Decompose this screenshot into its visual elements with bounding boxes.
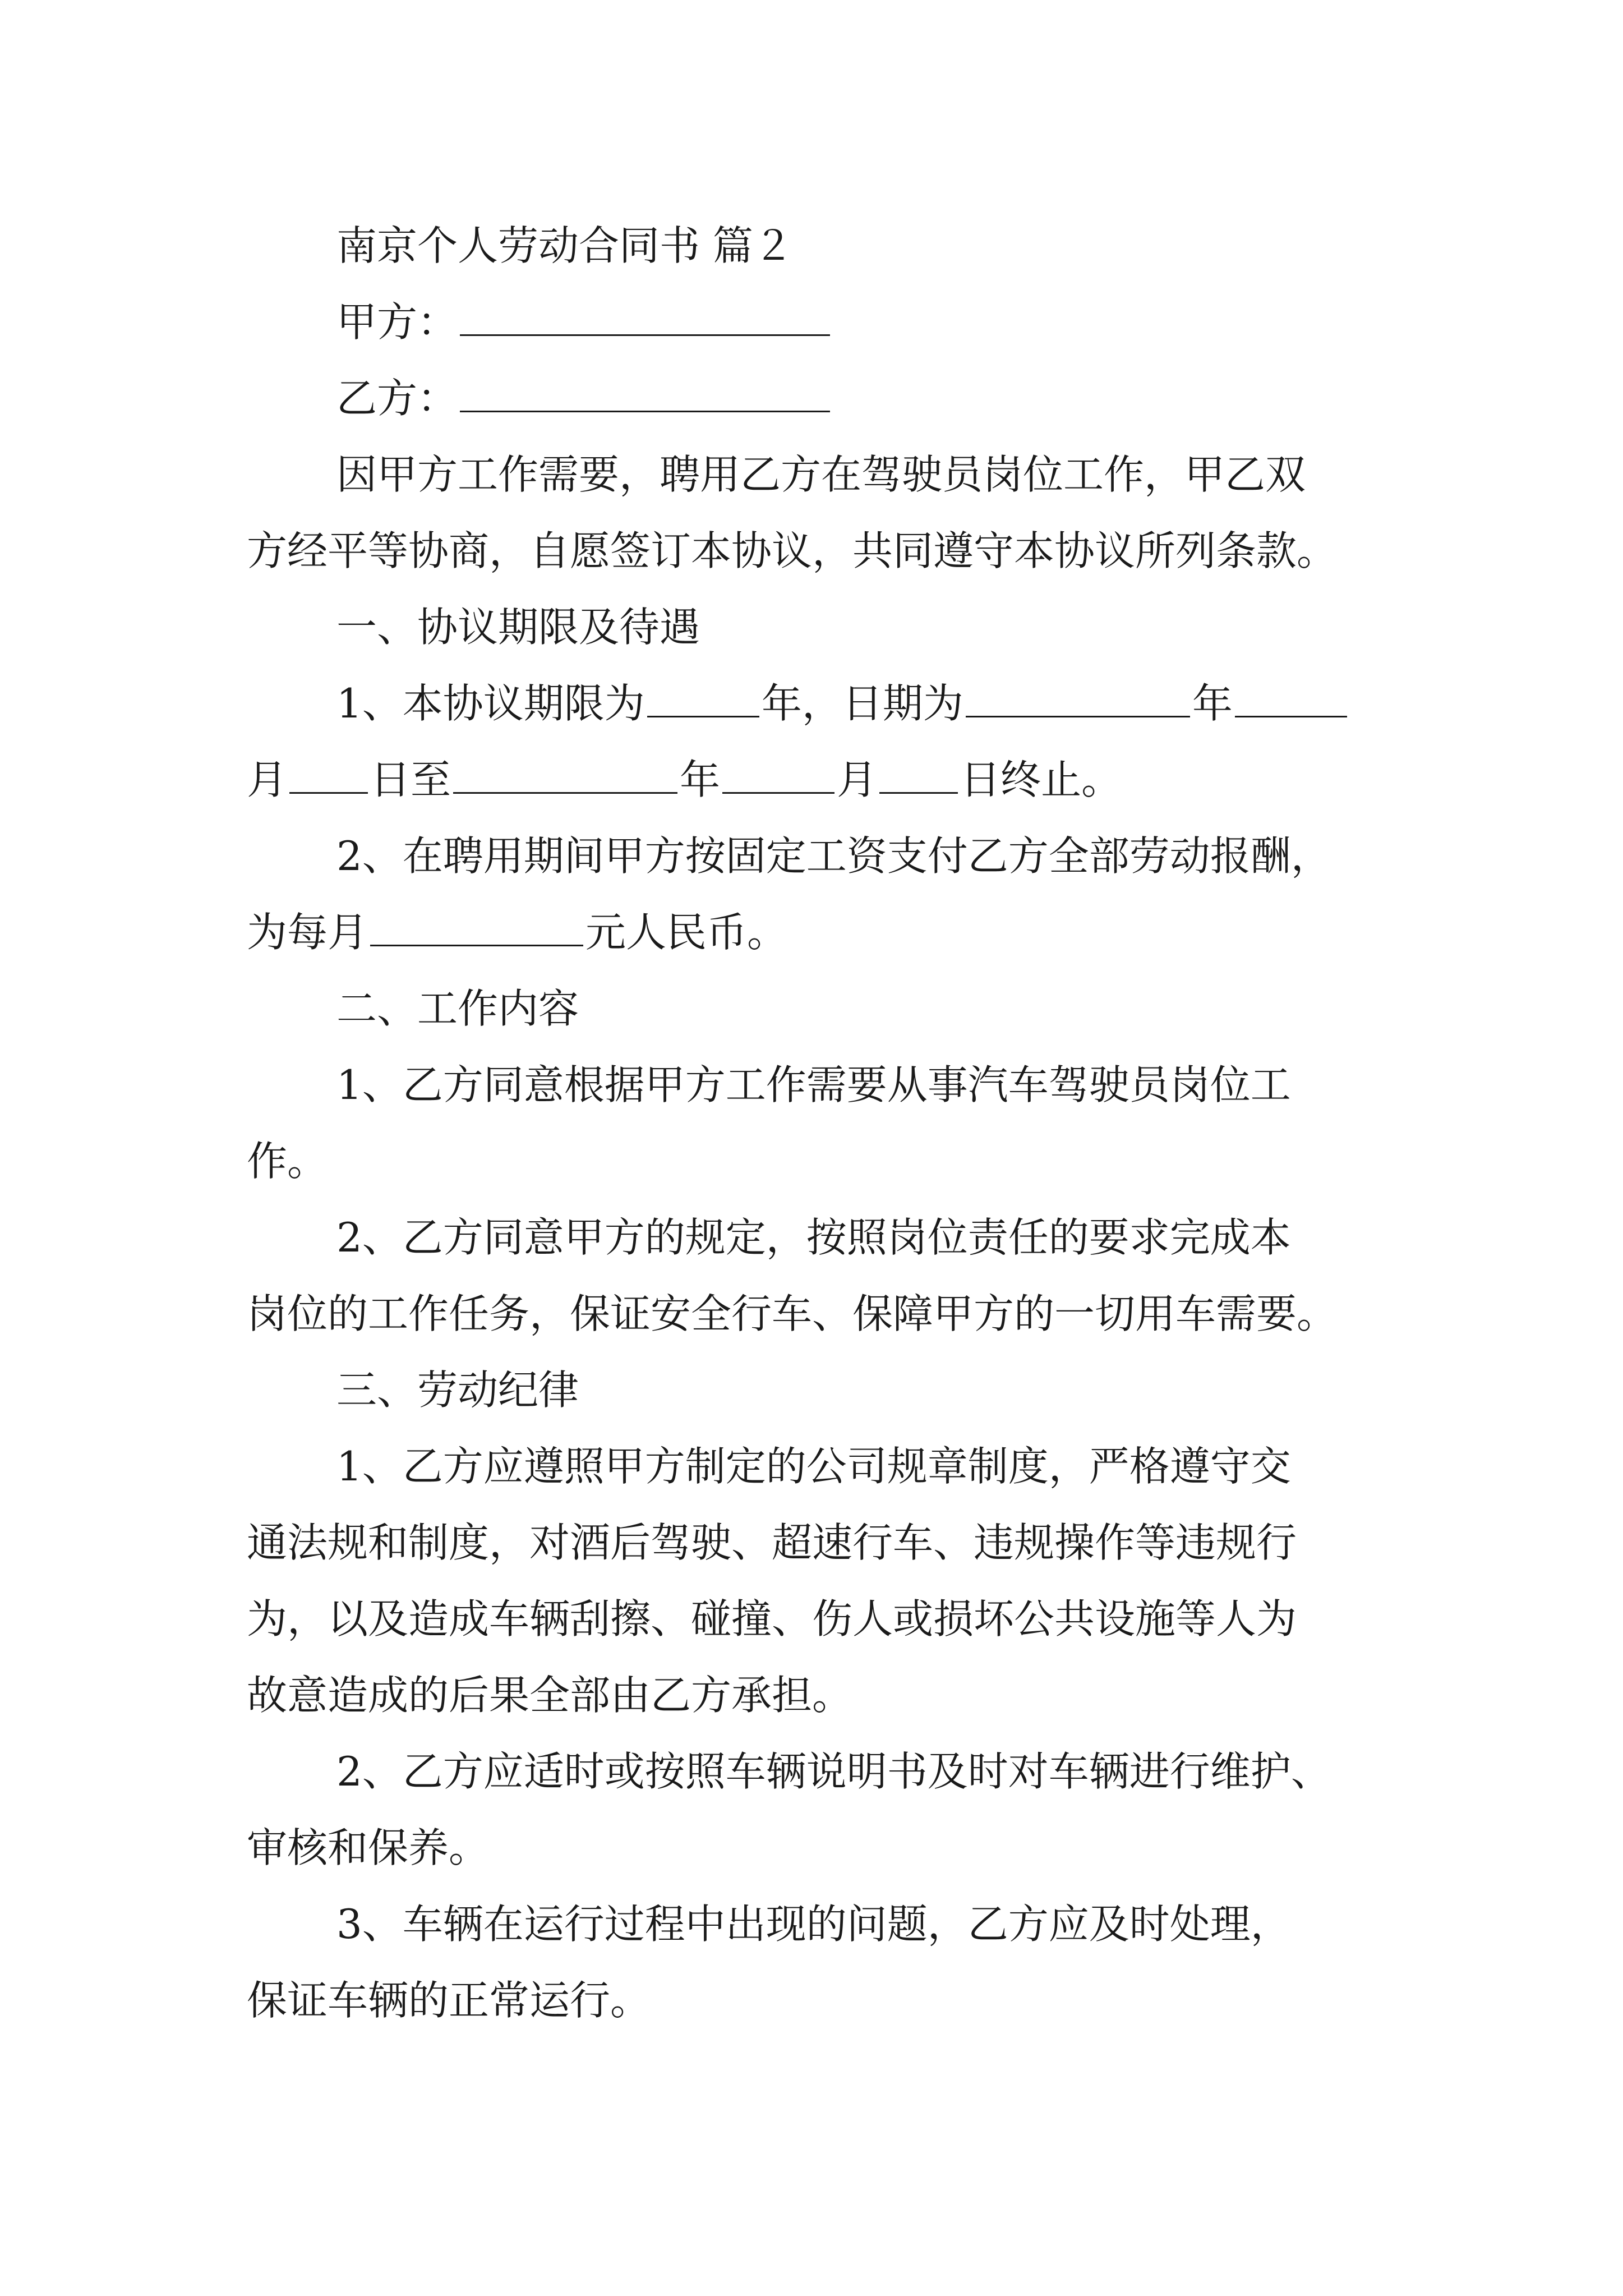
party-b-label: 乙方： bbox=[336, 375, 458, 422]
month-label: 月 bbox=[247, 756, 288, 803]
section-3-item-2-line-2: 审核和保养。 bbox=[247, 1824, 490, 1871]
section-3-item-1-line-1: 1、乙方应遵照甲方制定的公司规章制度，严格遵守交 bbox=[336, 1443, 1291, 1490]
party-a-line bbox=[247, 284, 1380, 360]
to-label: 日至 bbox=[370, 756, 451, 803]
end-month-blank bbox=[722, 756, 834, 794]
date-label: 年，日期为 bbox=[761, 680, 963, 727]
start-month-blank bbox=[1235, 680, 1347, 717]
section-3-item-3-line-1: 3、车辆在运行过程中出现的问题，乙方应及时处理， bbox=[336, 1901, 1291, 1948]
salary-blank bbox=[370, 909, 583, 946]
section-1-title: 一、协议期限及待遇 bbox=[336, 604, 700, 651]
year-label: 年 bbox=[1192, 680, 1233, 727]
start-year-blank bbox=[966, 680, 1190, 717]
section-1-item-2-line-1: 2、在聘用期间甲方按固定工资支付乙方全部劳动报酬， bbox=[336, 832, 1331, 880]
party-a-blank bbox=[460, 298, 830, 336]
end-month-label: 月 bbox=[837, 756, 878, 803]
document-title: 南京个人劳动合同书 篇２ bbox=[336, 222, 794, 269]
section-1-item-1-line-2 bbox=[247, 742, 1380, 818]
section-3-item-1-line-3: 为，以及造成车辆刮擦、碰撞、伤人或损坏公共设施等人为 bbox=[247, 1595, 1297, 1642]
section-1-item-1-line-1 bbox=[247, 665, 1380, 742]
party-a-label: 甲方： bbox=[336, 298, 458, 346]
section-3-title: 三、劳动纪律 bbox=[336, 1366, 579, 1414]
section-2-item-1-line-1: 1、乙方同意根据甲方工作需要从事汽车驾驶员岗位工 bbox=[336, 1061, 1291, 1108]
section-3-item-3-line-2: 保证车辆的正常运行。 bbox=[247, 1977, 651, 2024]
end-year-label: 年 bbox=[680, 756, 721, 803]
section-1-item-2-line-2 bbox=[247, 894, 1380, 970]
end-day-blank bbox=[879, 756, 958, 794]
section-3-item-1-line-2: 通法规和制度，对酒后驾驶、超速行车、违规操作等违规行 bbox=[247, 1519, 1297, 1566]
end-year-blank bbox=[453, 756, 677, 794]
intro-line-2: 方经平等协商，自愿签订本协议，共同遵守本协议所列条款。 bbox=[247, 527, 1338, 574]
section-2-item-2-line-2: 岗位的工作任务，保证安全行车、保障甲方的一切用车需要。 bbox=[247, 1290, 1338, 1337]
monthly-label: 为每月 bbox=[247, 909, 368, 956]
section-2-title: 二、工作内容 bbox=[336, 985, 579, 1032]
party-b-line bbox=[247, 360, 1380, 436]
section-2-item-2-line-1: 2、乙方同意甲方的规定，按照岗位责任的要求完成本 bbox=[336, 1214, 1291, 1261]
party-b-blank bbox=[460, 375, 830, 412]
start-day-blank bbox=[289, 756, 368, 794]
end-label: 日终止。 bbox=[960, 756, 1122, 803]
section-2-item-1-line-2: 作。 bbox=[247, 1138, 328, 1185]
term-years-blank bbox=[647, 680, 759, 717]
currency-label: 元人民币。 bbox=[585, 909, 788, 956]
term-label: 1、本协议期限为 bbox=[336, 680, 645, 727]
section-3-item-1-line-4: 故意造成的后果全部由乙方承担。 bbox=[247, 1672, 853, 1719]
section-3-item-2-line-1: 2、乙方应适时或按照车辆说明书及时对车辆进行维护、 bbox=[336, 1748, 1331, 1795]
intro-line-1: 因甲方工作需要，聘用乙方在驾驶员岗位工作，甲乙双 bbox=[336, 451, 1306, 498]
